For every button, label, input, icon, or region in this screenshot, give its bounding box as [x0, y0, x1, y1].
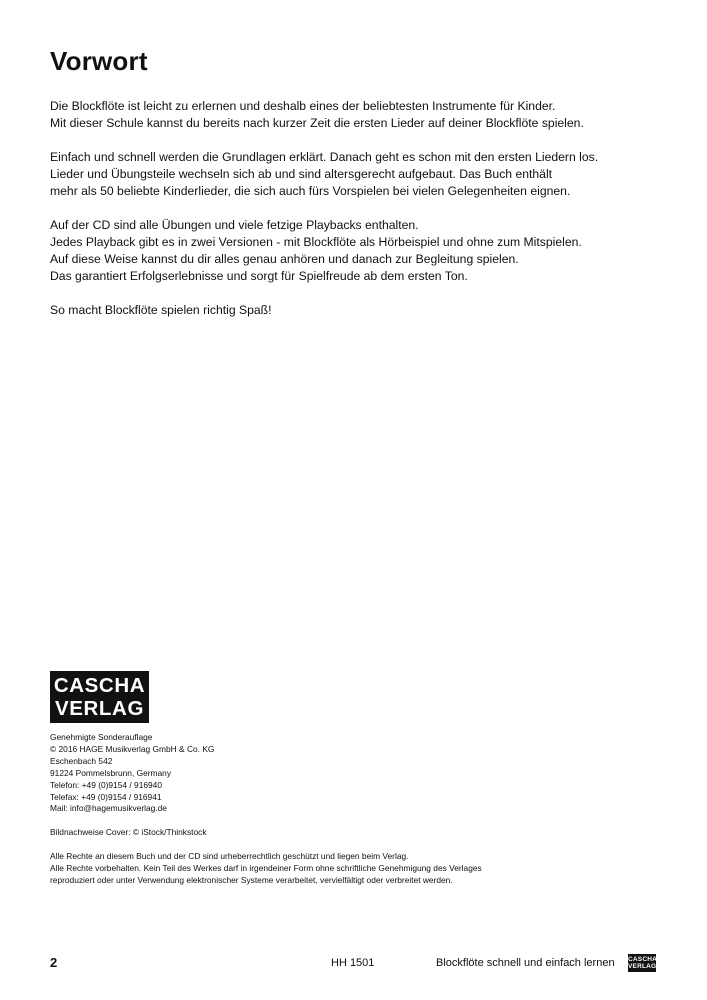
foreword-body: [50, 98, 670, 336]
footer-logo-line-1: CASCHA: [628, 956, 658, 963]
imprint-line: 91224 Pommelsbrunn, Germany: [50, 767, 172, 778]
publisher-logo: [50, 671, 149, 723]
imprint: [50, 732, 610, 887]
spacer: [50, 839, 610, 851]
image-credits: Bildnachweise Cover: © iStock/Thinkstock: [50, 827, 207, 838]
paragraph: [50, 149, 670, 200]
rights-line: Alle Rechte an diesem Buch und der CD sind urheberrechtlich geschützt und liegen beim Verlag.: [50, 851, 409, 862]
imprint-line: Telefon: +49 (0)9154 / 916940: [50, 779, 162, 790]
paragraph-line: Einfach und schnell werden die Grundlagen erklärt. Danach geht es schon mit den ersten Liedern los.: [50, 150, 599, 164]
imprint-line: © 2016 HAGE Musikverlag GmbH & Co. KG: [50, 743, 215, 754]
paragraph: [50, 217, 670, 285]
spacer: [50, 815, 610, 827]
paragraph-line: Jedes Playback gibt es in zwei Versionen - mit Blockflöte als Hörbeispiel und ohne zum Mitspielen.: [50, 235, 582, 249]
footer-logo-line-2: VERLAG: [628, 963, 657, 970]
rights-line: Alle Rechte vorbehalten. Kein Teil des Werkes darf in irgendeiner Form ohne schriftliche Genehmigung des Verlages: [50, 863, 482, 874]
page-footer: [0, 954, 707, 976]
paragraph-line: Mit dieser Schule kannst du bereits nach kurzer Zeit die ersten Lieder auf deiner Blockflöte spielen.: [50, 116, 584, 130]
imprint-line: Eschenbach 542: [50, 755, 113, 766]
paragraph-line: Auf der CD sind alle Übungen und viele fetzige Playbacks enthalten.: [50, 218, 419, 232]
paragraph-line: So macht Blockflöte spielen richtig Spaß!: [50, 303, 272, 317]
paragraph-line: mehr als 50 beliebte Kinderlieder, die sich auch fürs Vorspielen bei vielen Gelegenheiten eignen.: [50, 184, 571, 198]
imprint-line: Telefax: +49 (0)9154 / 916941: [50, 791, 162, 802]
rights-line: reproduziert oder unter Verwendung elektronischer Systeme verarbeitet, vervielfältigt oder verbreitet werden.: [50, 875, 453, 886]
paragraph-line: Das garantiert Erfolgserlebnisse und sorgt für Spielfreude ab dem ersten Ton.: [50, 269, 468, 283]
imprint-line: Mail: info@hagemusikverlag.de: [50, 803, 167, 814]
paragraph: [50, 302, 670, 319]
paragraph-line: Auf diese Weise kannst du dir alles genau anhören und danach zur Begleitung spielen.: [50, 252, 519, 266]
footer-logo: [628, 954, 656, 972]
product-code: HH 1501: [331, 957, 375, 969]
logo-line-2: VERLAG: [54, 697, 145, 720]
imprint-line: Genehmigte Sonderauflage: [50, 732, 153, 742]
page-title: Vorwort: [50, 46, 148, 76]
paragraph: [50, 98, 670, 132]
paragraph-line: Lieder und Übungsteile wechseln sich ab und sind altersgerecht aufgebaut. Das Buch enthält: [50, 167, 553, 181]
paragraph-line: Die Blockflöte ist leicht zu erlernen und deshalb eines der beliebtesten Instrumente für Kinder.: [50, 99, 556, 113]
page-number: 2: [50, 955, 58, 970]
book-title: Blockflöte schnell und einfach lernen: [436, 957, 615, 969]
logo-line-1: CASCHA: [53, 674, 146, 697]
